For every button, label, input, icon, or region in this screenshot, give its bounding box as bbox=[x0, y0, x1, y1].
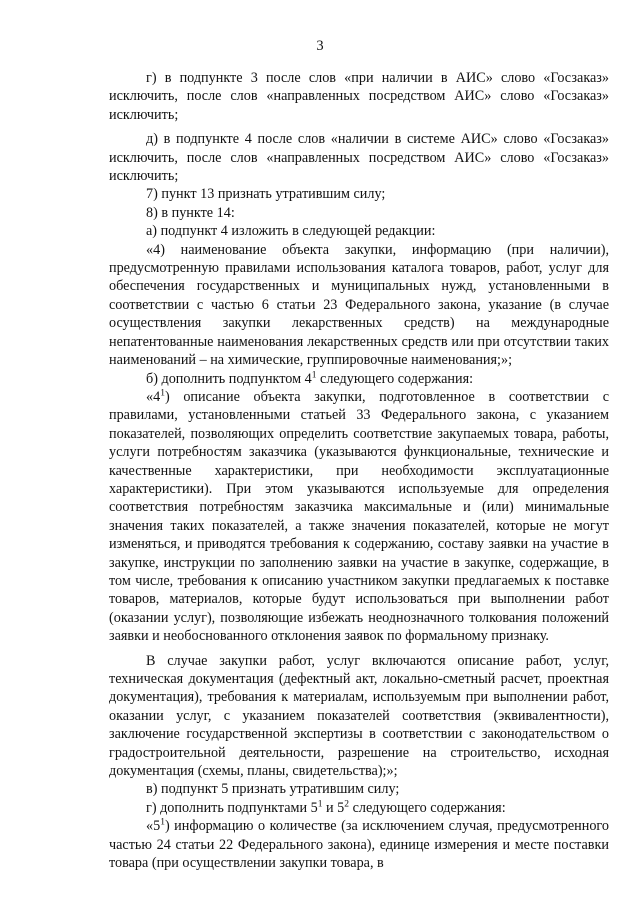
paragraph-subitem-b: б) дополнить подпунктом $4^1$ следующего содержания: bbox=[146, 369, 474, 387]
paragraph-quote-4: «4) наименование объекта закупки, информацию (при наличии), предусмотренную правилами использования каталога товаров, работ, услуг для обеспечения государственных и муниципальных нужд, установленными в соответствии с частью 6 статьи 23 Федерального закона, указание (в случае осуществления закупки лекарственных средств) на международные непатентованные наименования лекарственных средств или при отсутствии таких наименований – на химические, группировочные наименования;»; bbox=[109, 241, 609, 369]
paragraph-subitem-g2: г) дополнить подпунктами $5^1$ и $5^2$ следующего содержания: bbox=[146, 799, 506, 816]
paragraph-quote-5-1: «$5^1$) информацию о количестве (за исключением случая, предусмотренного частью 24 статьи 22 Федерального закона), единице измерения и месте поставки товара (при осуществлении закупки товара, в bbox=[109, 817, 609, 872]
paragraph-subitem-d: д) в подпункте 4 после слов «наличии в системе АИС» слово «Госзаказ» исключить, после слов «направленных посредством АИС» слово «Госзаказ» исключить; bbox=[109, 131, 609, 185]
paragraph-subitem-a: а) подпункт 4 изложить в следующей редакции: bbox=[146, 223, 436, 240]
paragraph-item-8: 8) в пункте 14: bbox=[146, 204, 235, 221]
paragraph-works-services: В случае закупки работ, услуг включаются описание работ, услуг, техническая документация (дефектный акт, локально-сметный расчет, проектная документация), требования к материалам, используемым при выполнении работ, оказании услуг, с указанием показателей соответствия (эквивалентности), заключение государственной экспертизы в соответствии с законодательством о градостроительной деятельности, разрешение на строительство, исходная документация (схемы, планы, свидетельства);»; bbox=[109, 652, 609, 780]
paragraph-item-7: 7) пункт 13 признать утратившим силу; bbox=[146, 186, 386, 203]
document-body bbox=[109, 69, 609, 872]
paragraph-subitem-g: г) в подпункте 3 после слов «при наличии в АИС» слово «Госзаказ» исключить, после слов «направленных посредством АИС» слово «Госзаказ» исключить; bbox=[109, 70, 609, 123]
page-number: 3 bbox=[316, 38, 324, 54]
paragraph-subitem-v: в) подпункт 5 признать утратившим силу; bbox=[146, 781, 400, 798]
paragraph-quote-4-1: «$4^1$) описание объекта закупки, подготовленное в соответствии с правилами, установленными статьей 33 Федерального закона, с указанием показателей, позволяющих определить соответствие закупаемых товара, работы, услуги потребностям заказчика (указываются функциональные, технические и качественные характеристики, при необходимости эксплуатационные характеристики). При этом указываются используемые для определения соответствия потребностям заказчика максимальные и (или) минимальные значения таких показателей, а также значения показателей, которые не могут изменяться, и приводятся требования к содержанию, составу заявки на участие в закупке, инструкции по заполнению заявки на участие в закупке, содержащие, в том числе, требования к описанию участником закупки предлагаемых к поставке товаров, материалов, которые будут использоваться при выполнении работ (оказании услуг), позволяющие избежать неоднозначного толкования положений заявки и необоснованного отклонения заявок по формальному признаку. bbox=[109, 388, 609, 645]
